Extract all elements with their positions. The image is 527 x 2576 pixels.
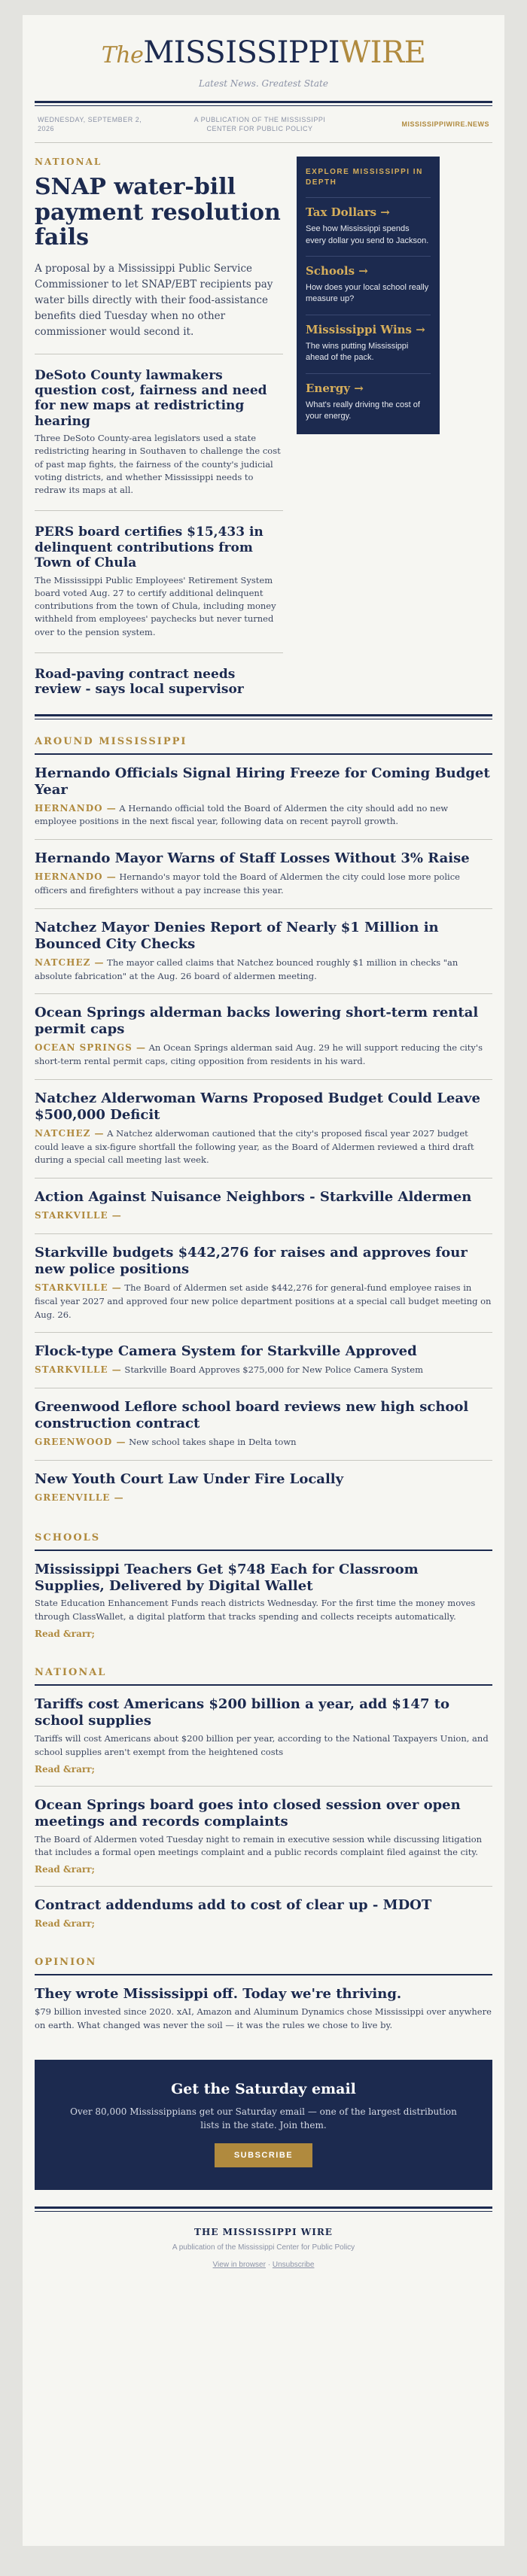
story-headline[interactable]: Hernando Mayor Warns of Staff Losses Without 3% Raise [35,850,470,867]
stack-headline[interactable]: PERS board certifies $15,433 in delinquent contributions from Town of Chula [35,525,264,571]
section-heading: NATIONAL [35,1667,107,1679]
view-in-browser-link[interactable]: View in browser [212,2260,266,2269]
story-dek: State Education Enhancement Funds reach districts Wednesday. For the first time the money moves through ClassWallet, a digital platform that tracks spending and collects receipts automatically. [35,1598,476,1623]
story-item [35,1975,492,2043]
story-item [35,840,492,909]
depth-item-schools[interactable] [306,256,431,306]
newsletter-signup [35,2060,492,2190]
depth-item-heading[interactable]: Tax Dollars → [306,205,390,220]
site-link[interactable]: MISSISSIPPIWIRE.NEWS [401,120,489,129]
footer-links [35,2261,492,2269]
story-item [35,1787,492,1887]
lead-kicker: NATIONAL [35,157,102,168]
story-headline[interactable]: New Youth Court Law Under Fire Locally [35,1470,344,1487]
story-summary [35,1041,492,1069]
story-dateline: HERNANDO — [35,802,117,814]
story-item [35,1388,492,1461]
depth-item-heading[interactable]: Energy → [306,381,364,395]
national-section [35,1650,492,1940]
story-item [35,909,492,995]
stack-story [35,653,283,698]
section-heading: SCHOOLS [35,1531,101,1543]
story-item [35,1887,492,1940]
story-summary [35,1363,492,1377]
around-mississippi-section [35,719,492,1516]
read-more-link[interactable]: Read &rarr; [35,1864,95,1875]
story-summary [35,1127,492,1167]
story-item [35,1686,492,1787]
story-headline[interactable]: Natchez Mayor Denies Report of Nearly $1 Million in Bounced City Checks [35,919,439,952]
story-headline[interactable]: Hernando Officials Signal Hiring Freeze for Coming Budget Year [35,765,490,798]
story-text: The mayor called claims that Natchez bounced roughly $1 million in checks "an absolute fabrication" at the Aug. 26 board of aldermen meeting. [35,956,458,981]
story-item [35,994,492,1080]
stack-story [35,511,283,638]
story-dateline: NATCHEZ — [35,956,105,968]
schools-section [35,1516,492,1651]
masthead-rule [35,101,492,106]
story-dateline: HERNANDO — [35,871,117,883]
footer-name: THE MISSISSIPPI WIRE [194,2226,333,2237]
tagline: Latest News. Greatest State [199,78,328,89]
schools-story-list [35,1551,492,1651]
story-headline[interactable]: Contract addendums add to cost of clear up - MDOT [35,1897,432,1914]
national-story-list [35,1686,492,1940]
depth-item-text: See how Mississippi spends every dollar you send to Jackson. [306,224,429,245]
logo[interactable] [35,35,492,70]
story-dek: The Board of Aldermen voted Tuesday night to remain in executive session while discussing litigation that includes a formal open meetings complaint and a public records complaint filed against the city. [35,1833,483,1858]
story-headline[interactable]: They wrote Mississippi off. Today we're thriving. [35,1986,402,2003]
read-more-link[interactable]: Read &rarr; [35,1763,95,1775]
depth-item-tax-dollars[interactable] [306,197,431,247]
story-headline[interactable]: Starkville budgets $442,276 for raises and approves four new police positions [35,1244,468,1277]
story-headline[interactable]: Greenwood Leflore school board reviews new high school construction contract [35,1399,469,1432]
story-headline[interactable]: Ocean Springs board goes into closed session over open meetings and records complaints [35,1796,461,1829]
explore-depth-box [297,157,440,434]
signup-text: Over 80,000 Mississippians get our Saturday email — one of the largest distribution lists in the state. Join them. [70,2106,457,2131]
story-dateline: STARKVILLE — [35,1282,122,1293]
top-main-column [35,157,283,697]
read-more-link[interactable]: Read &rarr; [35,1629,95,1640]
section-heading: OPINION [35,1957,97,1969]
story-headline[interactable]: Mississippi Teachers Get $748 Each for Classroom Supplies, Delivered by Digital Wallet [35,1561,419,1594]
story-headline[interactable]: Action Against Nuisance Neighbors - Starkville Aldermen [35,1189,472,1206]
story-headline[interactable]: Tariffs cost Americans $200 billion a year, add $147 to school supplies [35,1696,450,1729]
depth-item-heading[interactable]: Mississippi Wins → [306,322,425,336]
story-item [35,755,492,841]
story-summary [35,801,492,829]
story-dateline: OCEAN SPRINGS — [35,1042,146,1054]
logo-the: The [101,42,144,68]
stack-dek: Three DeSoto County-area legislators used a state redistricting hearing in Southaven to challenge the cost of past map fights, the fairness of the county's judicial voting districts, and whether Mississippi needs to redraw its maps at all. [35,433,281,496]
dateline [35,106,492,142]
footer-separator: · [265,2260,273,2269]
lead-dek: A proposal by a Mississippi Public Service Commissioner to let SNAP/EBT recipients pay water bills directly with their food-assistance benefits died Tuesday when no other commissioner would second it. [35,263,273,338]
logo-wire: WIRE [340,35,426,70]
story-dateline: NATCHEZ — [35,1127,105,1139]
top-side-column [297,157,440,697]
unsubscribe-link[interactable]: Unsubscribe [272,2260,315,2269]
around-story-list [35,755,492,1516]
signup-heading: Get the Saturday email [171,2080,356,2097]
story-text: Starkville Board Approves $275,000 for New Police Camera System [121,1364,423,1376]
story-summary [35,1435,492,1449]
footer-rule [35,2206,492,2212]
footer-publisher: A publication of the Mississippi Center for Public Policy [172,2243,355,2252]
story-item [35,1333,492,1388]
story-headline[interactable]: Flock-type Camera System for Starkville Approved [35,1343,417,1360]
story-summary [35,1209,492,1223]
opinion-section [35,1940,492,2043]
footer [35,2212,492,2269]
section-rule [35,714,492,719]
story-item [35,1179,492,1234]
story-summary [35,1281,492,1321]
story-item [35,1080,492,1179]
depth-item-mississippi-wins[interactable] [306,315,431,364]
story-summary [35,956,492,984]
story-dateline: STARKVILLE — [35,1364,122,1376]
publisher-line: A PUBLICATION OF THE MISSISSIPPI CENTER FOR PUBLIC POLICY [193,116,326,133]
issue-date: WEDNESDAY, SEPTEMBER 2, 2026 [38,116,142,133]
opinion-story-list [35,1975,492,2043]
stack-headline[interactable]: DeSoto County lawmakers question cost, fairness and need for new maps at redistricting hearing [35,367,267,429]
stack-headline[interactable]: Road-paving contract needs review - says local supervisor [35,666,244,698]
story-summary [35,1491,492,1505]
story-item [35,1551,492,1651]
section-heading: AROUND MISSISSIPPI [35,735,187,747]
story-dek: Tariffs will cost Americans about $200 billion per year, according to the National Taxpayers Union, and school supplies aren't exempt from the heightened costs [35,1733,489,1757]
story-text: Hernando's mayor told the Board of Aldermen the city could lose more police officers and firefighters without a pay increase this year. [35,871,460,896]
explore-depth-title: EXPLORE MISSISSIPPI IN DEPTH [306,168,423,187]
depth-item-text: What's really driving the cost of your energy. [306,400,420,421]
story-item [35,1461,492,1516]
story-item [35,1234,492,1333]
newsletter [23,15,504,2546]
logo-mississippi: MISSISSIPPI [143,35,340,70]
story-headline[interactable]: Natchez Alderwoman Warns Proposed Budget Could Leave $500,000 Deficit [35,1090,480,1123]
subscribe-button[interactable]: SUBSCRIBE [215,2143,312,2167]
depth-item-heading[interactable]: Schools → [306,264,368,278]
story-text: New school takes shape in Delta town [126,1436,297,1447]
masthead [35,15,492,101]
story-text: An Ocean Springs alderman said Aug. 29 he will support reducing the city's short-term rental permit caps, citing opposition from residents in his ward. [35,1042,483,1067]
stack-story [35,354,283,497]
lead-headline[interactable]: SNAP water-bill payment resolution fails [35,174,281,251]
story-dateline: GREENVILLE — [35,1492,124,1503]
depth-item-text: How does your local school really measure up? [306,283,429,304]
story-text: The Board of Aldermen set aside $442,276 for general-fund employee raises in fiscal year 2027 and approved four new police department positions at a special call budget meeting on Aug. 26. [35,1282,492,1320]
top-section [35,143,492,697]
stack-dek: The Mississippi Public Employees' Retirement System board voted Aug. 27 to certify additional delinquent contributions from the town of Chula, including money withheld from employees' paychecks but never turned over to the pension system. [35,574,276,637]
story-dateline: GREENWOOD — [35,1436,126,1447]
story-dateline: STARKVILLE — [35,1210,122,1221]
story-summary [35,870,492,898]
story-dek: $79 billion invested since 2020. xAI, Amazon and Aluminum Dynamics chose Mississippi over anywhere on earth. What changed was never the soil — it was the rules we chose to live by. [35,2006,492,2030]
story-text: A Hernando official told the Board of Aldermen the city should add no new employee positions in the next fiscal year, following data on recent payroll growth. [35,802,449,827]
depth-item-energy[interactable] [306,373,431,423]
read-more-link[interactable]: Read &rarr; [35,1918,95,1930]
story-headline[interactable]: Ocean Springs alderman backs lowering short-term rental permit caps [35,1005,479,1038]
story-text: A Natchez alderwoman cautioned that the city's proposed fiscal year 2027 budget could leave a six-figure shortfall the following year, as the Board of Aldermen reviewed a third draft during a special call meeting last week. [35,1127,474,1166]
depth-item-text: The wins putting Mississippi ahead of the pack. [306,341,409,363]
